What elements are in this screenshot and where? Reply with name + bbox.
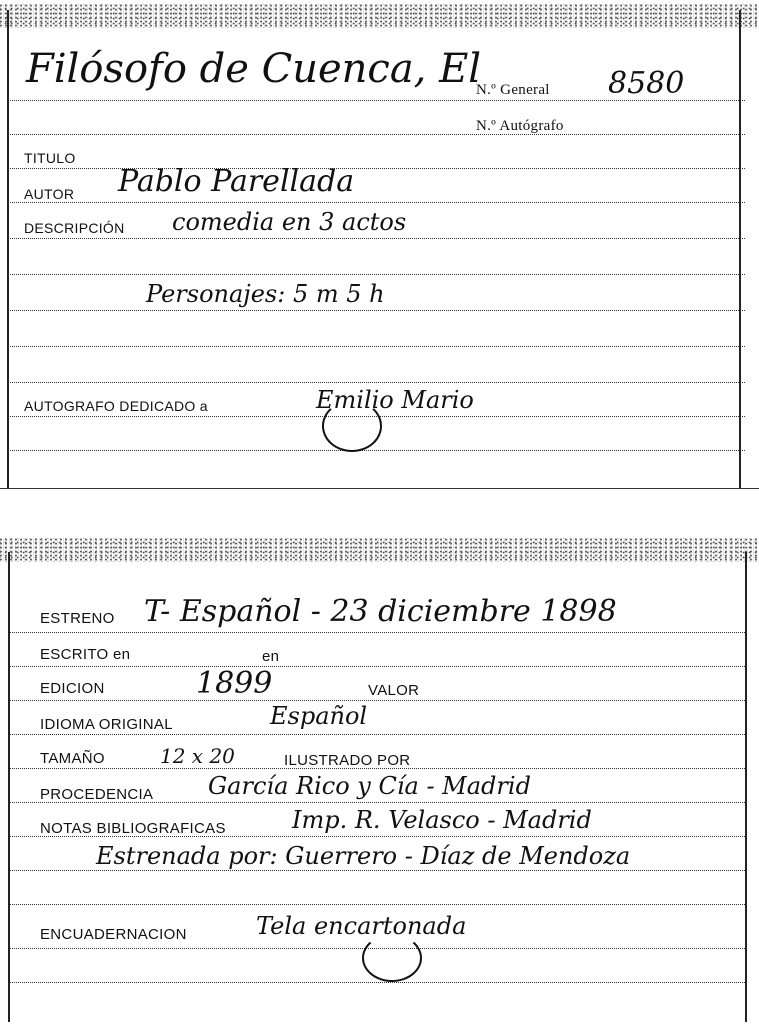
idioma-value: Español xyxy=(270,702,368,730)
escrito-label: ESCRITO en xyxy=(40,646,131,663)
descripcion-value: comedia en 3 actos xyxy=(172,208,407,236)
edicion-label: EDICION xyxy=(40,680,105,697)
idioma-label: IDIOMA ORIGINAL xyxy=(40,716,173,733)
ruled-line xyxy=(10,274,745,275)
ruled-line xyxy=(10,870,745,871)
encuadernacion-value: Tela encartonada xyxy=(256,912,467,940)
titulo-label: TITULO xyxy=(24,150,76,166)
encuadernacion-label: ENCUADERNACION xyxy=(40,926,187,943)
procedencia-value: García Rico y Cía - Madrid xyxy=(208,772,531,800)
title-handwritten: Filósofo de Cuenca, El xyxy=(26,46,482,92)
ruled-line xyxy=(10,904,745,905)
ruled-line xyxy=(10,134,745,135)
ruled-line xyxy=(10,734,745,735)
autograph-number-label: N.º Autógrafo xyxy=(476,118,564,134)
notas-value: Imp. R. Velasco - Madrid xyxy=(292,806,592,834)
ruled-line xyxy=(10,310,745,311)
ruled-line xyxy=(10,202,745,203)
dedicado-label: AUTOGRAFO DEDICADO a xyxy=(24,398,208,414)
ruled-line xyxy=(10,666,745,667)
ruled-line xyxy=(10,382,745,383)
catalog-card-front xyxy=(0,0,759,500)
notas-value-2: Estrenada por: Guerrero - Díaz de Mendoza xyxy=(96,842,631,870)
procedencia-label: PROCEDENCIA xyxy=(40,786,154,803)
estreno-value: T- Español - 23 diciembre 1898 xyxy=(144,594,617,629)
ruled-line xyxy=(10,982,745,983)
dedicado-value: Emilio Mario xyxy=(316,386,474,414)
autor-value: Pablo Parellada xyxy=(118,164,355,199)
escrito-en-label: en xyxy=(262,648,280,665)
tamano-label: TAMAÑO xyxy=(40,750,105,767)
general-number-value: 8580 xyxy=(608,66,685,101)
ruled-line xyxy=(10,238,745,239)
personajes-value: Personajes: 5 m 5 h xyxy=(146,280,385,308)
autor-label: AUTOR xyxy=(24,186,75,202)
general-number-label: N.º General xyxy=(476,82,550,98)
ilustrado-label: ILUSTRADO POR xyxy=(284,752,411,769)
edicion-value: 1899 xyxy=(196,666,273,701)
punch-hole-mark xyxy=(362,934,422,982)
ruled-line xyxy=(10,450,745,451)
valor-label: VALOR xyxy=(368,682,420,699)
ruled-line xyxy=(10,632,745,633)
tamano-value: 12 x 20 xyxy=(160,744,235,768)
ruled-line xyxy=(10,700,745,701)
estreno-label: ESTRENO xyxy=(40,610,115,627)
catalog-card-back xyxy=(0,538,759,1028)
descripcion-label: DESCRIPCIÓN xyxy=(24,220,125,236)
card-edge xyxy=(0,488,759,489)
ruled-line xyxy=(10,346,745,347)
notas-label: NOTAS BIBLIOGRAFICAS xyxy=(40,820,226,837)
punch-hole-mark xyxy=(322,400,382,452)
